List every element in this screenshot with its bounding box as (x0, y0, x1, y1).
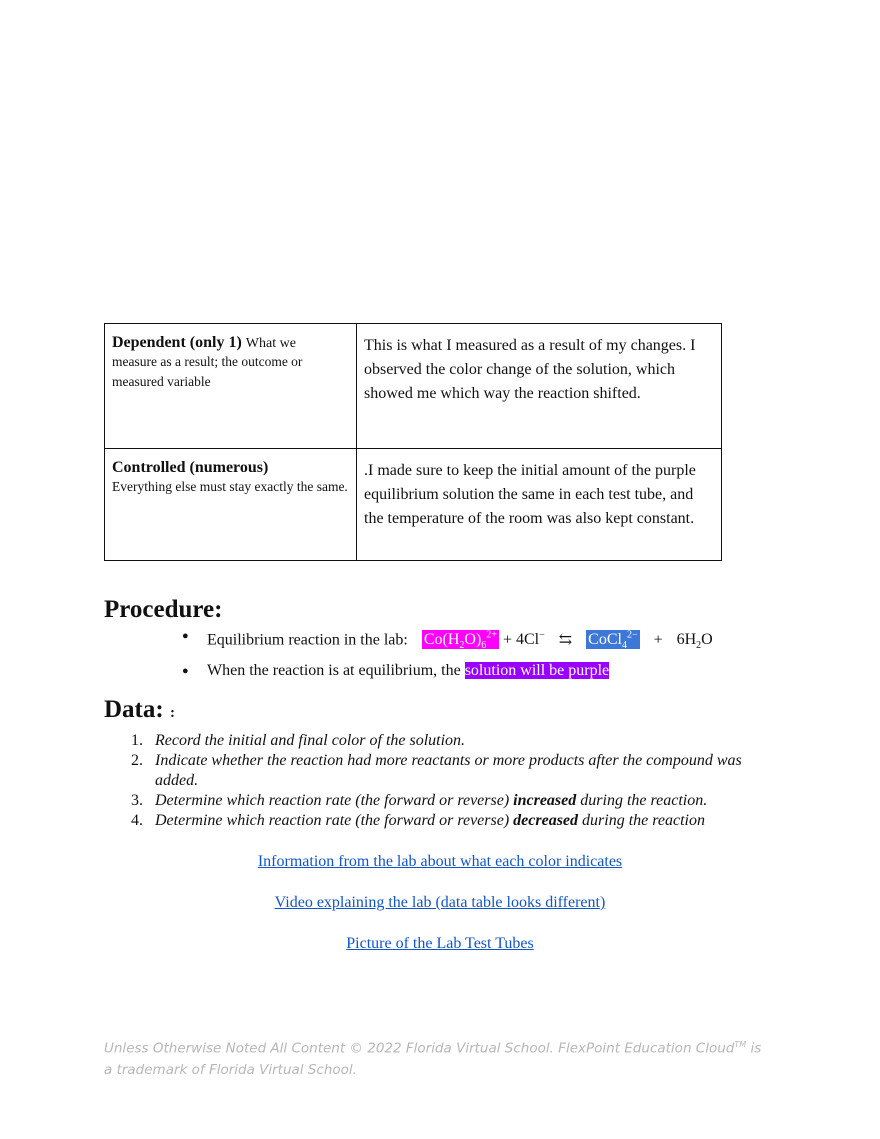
list-item: 2. Indicate whether the reaction had more reactants or more products after the compound was added. (131, 752, 742, 789)
table-row (105, 324, 722, 449)
list-item: 3. Determine which reaction rate (the forward or reverse) increased during the reaction. (131, 792, 708, 809)
link-lab-video[interactable]: Video explaining the lab (data table looks different) (274, 894, 606, 911)
product-water: $6H_2O$ (676, 631, 713, 652)
equilibrium-color-highlight: solution will be purple (464, 661, 610, 679)
variables-table (104, 323, 722, 561)
list-item (182, 659, 713, 683)
variable-label-cell (105, 324, 357, 449)
variable-title: Dependent (only 1) (112, 334, 242, 351)
plus-sign: + (502, 631, 512, 649)
link-color-information[interactable]: Information from the lab about what each color indicates (257, 853, 623, 870)
product-cobalt-chloride-complex: CoCl$_4^{2-}$ (588, 630, 638, 652)
variable-description: measure as a result; the outcome or measured variable (112, 354, 303, 389)
variable-answer: This is what I measured as a result of my changes. I observed the color change of the solution, which showed me which way the reaction shifted. (364, 337, 696, 402)
equation-lead: Equilibrium reaction in the lab: (207, 631, 408, 649)
table-row (105, 449, 722, 561)
reactant-cobalt-aqua-complex: $Co(H_2O)_6^{2+}$ (423, 630, 497, 652)
variable-answer-cell[interactable] (357, 324, 722, 449)
reactant-chloride: 4Cl− (515, 630, 545, 649)
list-item: 1. Record the initial and final color of the solution. (131, 732, 466, 749)
plus-sign: + (653, 631, 663, 649)
list-item: 4. Determine which reaction rate (the forward or reverse) decreased during the reaction (131, 812, 705, 829)
procedure-list (182, 624, 713, 683)
data-heading: Data: : (104, 696, 175, 723)
equilibrium-arrow-icon: ⇆ (558, 631, 573, 649)
link-test-tubes-picture[interactable]: Picture of the Lab Test Tubes (346, 935, 534, 952)
variable-label-cell (105, 449, 357, 561)
variable-title: Controlled (numerous) (112, 459, 269, 476)
procedure-heading: Procedure: (104, 596, 223, 623)
variable-answer: .I made sure to keep the initial amount of the purple equilibrium solution the same in each test tube, and the temperature of the room was also kept constant. (364, 462, 696, 527)
variable-description: Everything else must stay exactly the same. (112, 479, 348, 494)
variable-inline-description: What we (245, 336, 296, 351)
variable-answer-cell[interactable] (357, 449, 722, 561)
resource-links (0, 852, 880, 975)
data-instructions-list (131, 731, 771, 831)
copyright-footer: Unless Otherwise Noted All Content © 2022 Florida Virtual School. FlexPoint Education Cloud™ is a trademark of Florida Virtual School. (104, 1040, 762, 1078)
list-item (182, 624, 713, 659)
equilibrium-note: When the reaction is at equilibrium, the (207, 661, 465, 679)
